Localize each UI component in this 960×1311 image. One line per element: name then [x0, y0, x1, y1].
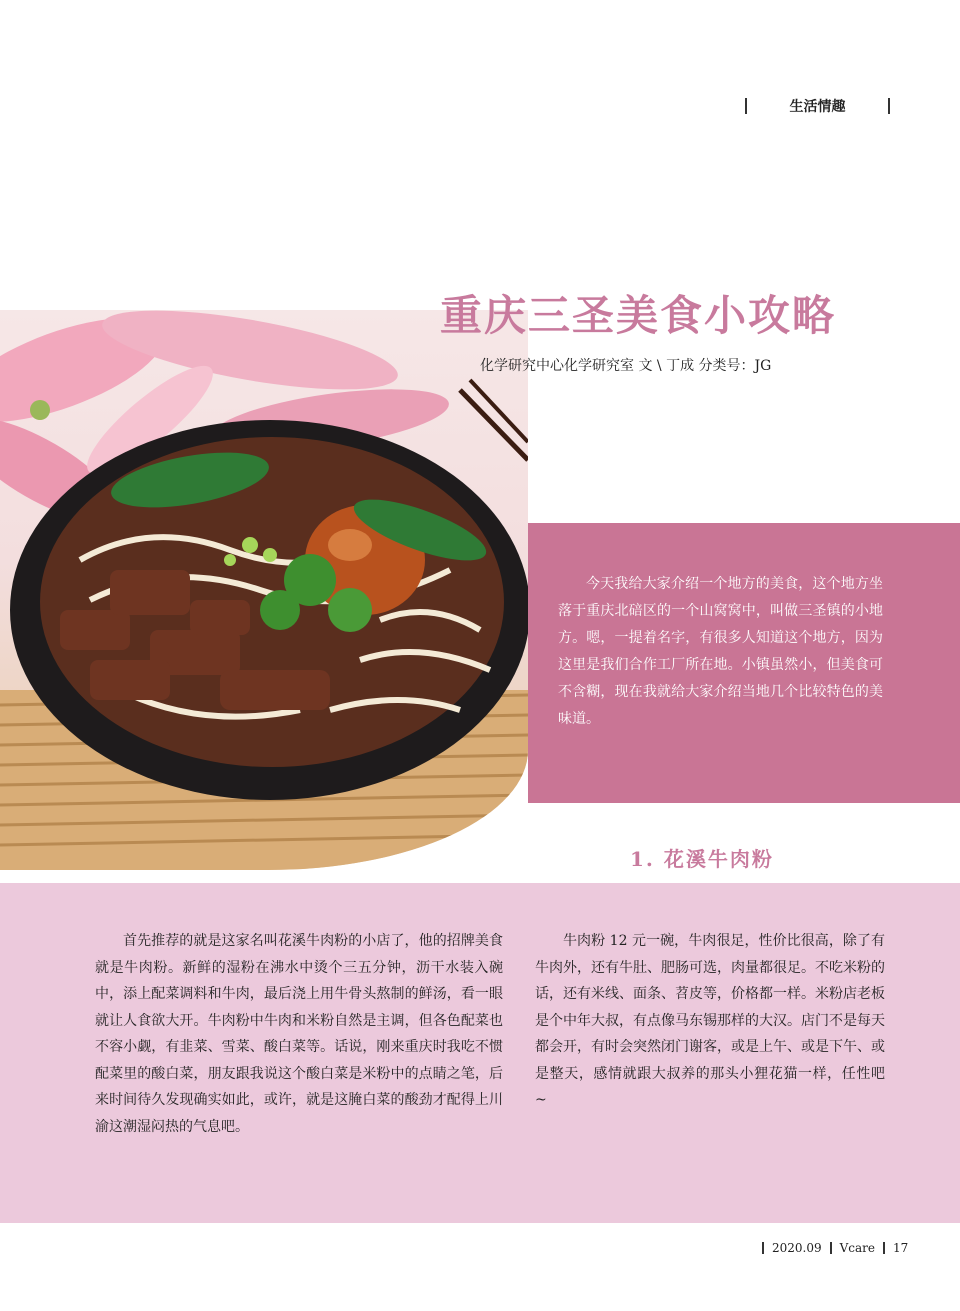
divider-bar: [762, 1242, 764, 1254]
page-footer: [762, 1241, 908, 1255]
magazine-name: Vcare: [839, 1241, 876, 1255]
page-number: 17: [893, 1241, 909, 1255]
right-column: [535, 928, 885, 1114]
issue-date: 2020.09: [772, 1241, 822, 1255]
left-column: [95, 928, 503, 1140]
divider-bar: [745, 98, 747, 114]
divider-bar: [888, 98, 890, 114]
article-byline: 化学研究中心化学研究室 文 \ 丁成 分类号：JG: [480, 358, 772, 374]
beef-noodle-photo: [0, 310, 528, 870]
right-paragraph: 牛肉粉 12 元一碗，牛肉很足，性价比很高，除了有牛肉外，还有牛肚、肥肠可选，肉量都很足。不吃米粉的话，还有米线、面条、苕皮等，价格都一样。米粉店老板是个中年大叔，有点像马东锡那样的大汉。店门不是每天都会开，有时会突然闭门谢客，或是上午、或是下午、或是整天，感情就跟大叔养的那头小狸花猫一样，任性吧 ~: [535, 933, 885, 1108]
left-paragraph: 首先推荐的就是这家名叫花溪牛肉粉的小店了，他的招牌美食就是牛肉粉。新鲜的湿粉在沸水中烫个三五分钟，沥干水装入碗中，添上配菜调料和牛肉，最后浇上用牛骨头熬制的鲜汤，看一眼就让人食欲大开。牛肉粉中牛肉和米粉自然是主调，但各色配菜也不容小觑，有韭菜、雪菜、酸白菜等。话说，刚来重庆时我吃不惯配菜里的酸白菜，朋友跟我说这个酸白菜是米粉中的点睛之笔，后来时间待久发现确实如此，或许，就是这腌白菜的酸劲才配得上川渝这潮湿闷热的气息吧。: [95, 933, 503, 1135]
section-heading: 1. 花溪牛肉粉: [630, 847, 774, 871]
divider-bar: [883, 1242, 885, 1254]
body-band: [0, 883, 960, 1223]
section-tag: [745, 95, 890, 117]
divider-bar: [830, 1242, 832, 1254]
noodle-bowl-illustration: [0, 310, 528, 870]
intro-box: [528, 523, 960, 803]
article-title: 重庆三圣美食小攻略: [440, 291, 837, 340]
section-label: 生活情趣: [789, 99, 846, 115]
intro-paragraph: 今天我给大家介绍一个地方的美食，这个地方坐落于重庆北碚区的一个山窝窝中，叫做三圣镇的小地方。嗯，一提着名字，有很多人知道这个地方，因为这里是我们合作工厂所在地。小镇虽然小，但美食可不含糊，现在我就给大家介绍当地几个比较特色的美味道。: [558, 576, 883, 727]
